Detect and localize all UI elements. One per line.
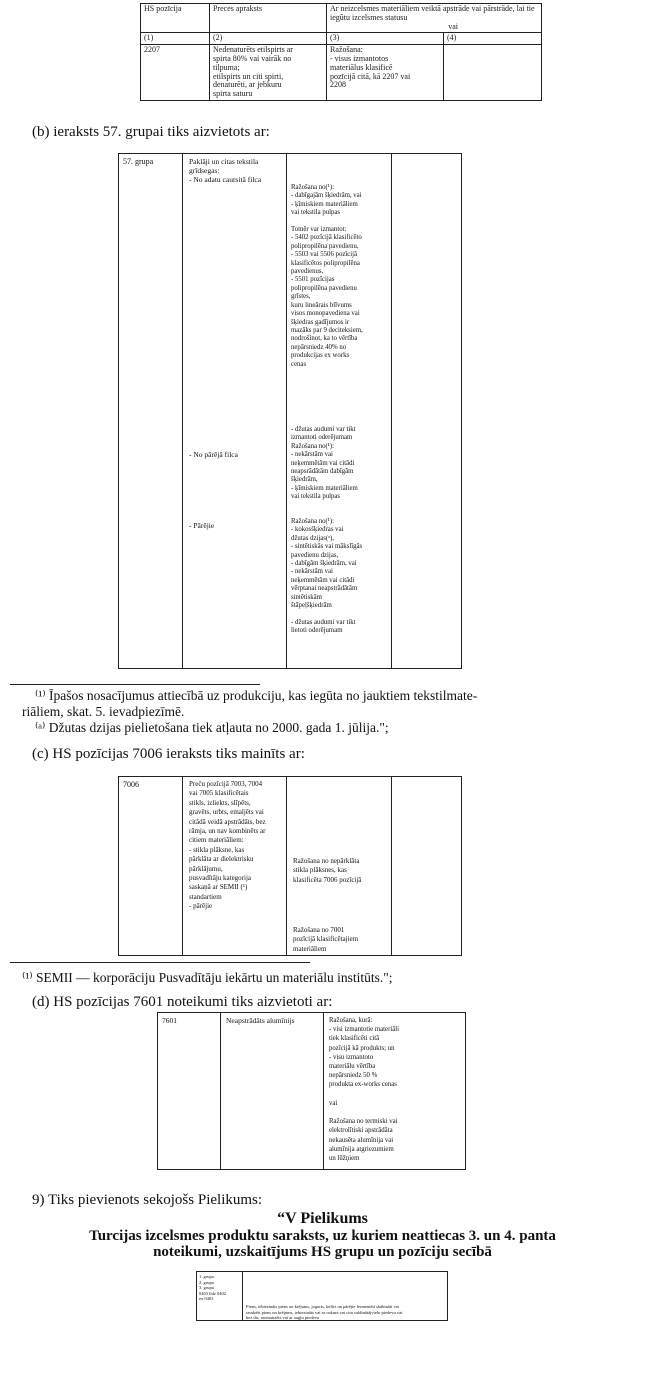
rule-line: džutas dzijas(ᵃ), bbox=[291, 534, 335, 542]
desc-line: tilpuma; bbox=[213, 62, 240, 72]
rule-line: Ražošana no nepārklāta bbox=[293, 857, 360, 865]
rule-line bbox=[291, 218, 363, 226]
desc: Neapstrādāts alumīnijs bbox=[226, 1016, 295, 1025]
desc-line: pusvadītāju kategorija bbox=[189, 874, 252, 883]
rule-line: - kokosšķiedras vai bbox=[291, 526, 344, 534]
rule-line: produkcijas ex works bbox=[291, 352, 350, 360]
desc-line: citādā veidā apstrādāts, bez bbox=[189, 817, 266, 826]
rules-block-1 bbox=[291, 184, 363, 369]
rule-line: Ražošana no termiski vai bbox=[329, 1118, 398, 1126]
code-line: 3. grupa bbox=[199, 1285, 214, 1290]
rule-line: Ražošana no(¹): bbox=[291, 184, 334, 191]
desc bbox=[189, 780, 266, 912]
rule-line: Ražošana no 7001 bbox=[293, 926, 345, 934]
rule-line: - dabīgajām šķiedrām, vai bbox=[291, 192, 362, 200]
rule-line: mazāks par 9 deciteksiem, bbox=[291, 326, 363, 334]
col-divider bbox=[182, 777, 183, 955]
footnote-rule bbox=[10, 962, 310, 963]
rule-line: cenas bbox=[291, 360, 307, 368]
rule-line bbox=[329, 1090, 399, 1099]
origin-rules-table-7006 bbox=[118, 776, 462, 956]
footnote-1b: riāliem, skat. 5. ievadpiezīmē. bbox=[22, 704, 185, 719]
code-line: 2. grupa bbox=[199, 1279, 214, 1285]
rule-line: materiālus klasificē bbox=[330, 62, 393, 72]
desc-line: Preču pozīcijā 7003, 7004 bbox=[189, 780, 263, 788]
rule-line: kuru lineārais blīvums bbox=[291, 301, 352, 309]
rule-line: lietoti oderējumam bbox=[291, 627, 343, 635]
desc-line: Nedenaturēts etilspirts ar bbox=[213, 45, 293, 55]
rule-line: elektrolītiski apstrādāta bbox=[329, 1127, 393, 1135]
annex-title: “V Pielikums bbox=[277, 1210, 368, 1227]
desc-line: pārklājumu, bbox=[189, 864, 223, 873]
rule-line: nodrošinot, ka to vērtība bbox=[291, 335, 358, 343]
code-line: ex 0403 bbox=[199, 1296, 214, 1301]
rule-line: nepārsniedz 40% no bbox=[291, 343, 347, 351]
row-alt-rule bbox=[444, 45, 542, 101]
desc-line: rāmja, un nav kombinēts ar bbox=[189, 827, 266, 836]
rule-line: neapsrādātām dabīgām bbox=[291, 468, 354, 476]
rule-line: - visi izmantotie materiāli bbox=[329, 1026, 400, 1034]
rule-line: tiek klasificēti citā bbox=[329, 1035, 380, 1043]
annex-text bbox=[246, 1304, 402, 1321]
desc-line: denaturēti, ar jebkuru bbox=[213, 80, 282, 90]
desc-line: standartiem bbox=[189, 892, 222, 901]
desc-line: citiem materiāliem: bbox=[189, 836, 244, 845]
desc-others: - Pārējie bbox=[189, 521, 215, 530]
rule-line: vai tekstila pulpas bbox=[291, 209, 341, 217]
text-line: Piens, iebiezināts piens un krējums, jogurts, kefīrs un pārējie fermentēti skābināti vai bbox=[246, 1304, 399, 1309]
rule-line: vai tekstila pulpas bbox=[291, 493, 341, 501]
rule-line: pozīcijā citā, kā 2207 vai bbox=[330, 71, 411, 81]
rule-line: pavedienus, bbox=[291, 268, 324, 276]
col-divider bbox=[391, 777, 392, 955]
rule-line: Tomēr var izmantot: bbox=[291, 226, 347, 234]
col-divider bbox=[323, 1013, 324, 1169]
desc-line: etilspirts un citi spirti, bbox=[213, 71, 284, 81]
rule-line: - nekārstām vai bbox=[291, 451, 333, 459]
rule-line: pozīcijā kā produkts; un bbox=[329, 1044, 395, 1052]
rule-line: vērptanai neapstrādātām bbox=[291, 585, 358, 593]
rule-line: - džutas audumi var tikt bbox=[291, 618, 356, 626]
header-description: Preces apraksts bbox=[210, 4, 327, 33]
rule-line: pozīcijā klasificētajiem bbox=[293, 935, 359, 944]
desc-main bbox=[189, 157, 261, 184]
rule-line: polipropilēna pavedienu bbox=[291, 284, 357, 292]
rule-line: materiāliem bbox=[293, 944, 327, 953]
index-cell: (1) bbox=[141, 33, 210, 45]
row-description bbox=[210, 45, 327, 101]
rule-1 bbox=[293, 857, 361, 885]
paragraph-c: (c) HS pozīcijas 7006 ieraksts tiks mainīts ar: bbox=[32, 746, 305, 762]
annex-codes bbox=[199, 1274, 226, 1302]
footnote-2: ⁽ᵃ⁾ Džutas dzijas pielietošana tiek atļauta no 2000. gada 1. jūlija."; bbox=[35, 720, 389, 735]
rule-line: produkta ex-works cenas bbox=[329, 1081, 397, 1089]
header-processing-text: Ar neizcelsmes materiāliem veiktā apstrāde vai pārstrāde, lai tie iegūtu izcelsmes statusu bbox=[330, 4, 535, 22]
origin-rules-table-7601 bbox=[157, 1012, 466, 1170]
rule-line: - visus izmantotos bbox=[330, 53, 389, 63]
rule-line: Ražošana no(¹): bbox=[291, 442, 334, 450]
header-hs-position: HS pozīcija bbox=[141, 4, 210, 33]
row-code: 57. grupa bbox=[123, 157, 154, 166]
header-or: vai bbox=[448, 21, 458, 31]
rule-line: - ķīmiskiem materiāliem bbox=[291, 484, 358, 492]
rule-line: klasificētos polipropilēna bbox=[291, 259, 360, 267]
rule-line: neķemmētām vai citādi bbox=[291, 576, 355, 584]
rule-line: - visu izmantoto bbox=[329, 1053, 374, 1061]
rule-line: - 5402 pozīcijā klasificēto bbox=[291, 234, 362, 242]
rule-line: vai bbox=[329, 1099, 338, 1107]
rules-block-2 bbox=[291, 426, 358, 502]
index-cell: (2) bbox=[210, 33, 327, 45]
code-line: 0403 līdz 0402 bbox=[199, 1290, 226, 1296]
rule bbox=[329, 1016, 399, 1163]
rule-line: grīstes, bbox=[291, 293, 311, 301]
text-line: raudzēti piens un krējums, iebiezināts vai ar cukura vai citu saldinātājvielu piedevu vai bbox=[246, 1309, 403, 1315]
footnote-rule bbox=[10, 684, 260, 685]
rule-line: klasificēta 7006 pozīcijā bbox=[293, 875, 362, 884]
desc-line: - stikla plāksne, kas bbox=[189, 845, 245, 854]
rule-line: Ražošana: bbox=[330, 45, 363, 55]
desc-line: grīdsegas: bbox=[189, 166, 220, 175]
desc-line: pārklāta ar dielektrisku bbox=[189, 855, 254, 864]
rule-line: polipropilēna pavedienu, bbox=[291, 242, 359, 250]
rule-line: Ražošana no(¹): bbox=[291, 518, 334, 525]
col-divider bbox=[286, 777, 287, 955]
code-line: 1. grupa bbox=[199, 1274, 214, 1279]
desc-line: Paklāji un citas tekstila bbox=[189, 157, 259, 166]
rule-line: pavedienu dzijas, bbox=[291, 551, 339, 559]
origin-rules-table-57 bbox=[118, 153, 462, 669]
rule-line: un lūžņiem bbox=[329, 1155, 360, 1163]
desc-line: spirta 80% vai vairāk no bbox=[213, 53, 292, 63]
rule-line: - dabīgām šķiedrām, vai bbox=[291, 560, 357, 568]
rule-line: visos monopavediena vai bbox=[291, 310, 360, 318]
rule-line: - nekārstām vai bbox=[291, 568, 333, 576]
row-code: 7006 bbox=[123, 780, 139, 789]
rule-line: Ražošana, kurā: bbox=[329, 1017, 373, 1024]
desc-line: - pārējie bbox=[189, 902, 213, 911]
desc-other-felt: - No pārējā filca bbox=[189, 450, 238, 459]
footnote-1: ⁽¹⁾ Īpašos nosacījumus attiecībā uz produkciju, kas iegūta no jauktiem tekstilmate- bbox=[35, 688, 478, 703]
footnote-3: ⁽¹⁾ SEMII — korporāciju Pusvadītāju iekārtu un materiālu institūts."; bbox=[22, 970, 393, 985]
rule-line: sintētiskām bbox=[291, 593, 322, 601]
row-code: 2207 bbox=[141, 45, 210, 101]
rule-line: - sintētiskās vai mākslīgās bbox=[291, 543, 363, 551]
rule-2 bbox=[293, 926, 358, 954]
rule-line: alumīnija atgriezumiem bbox=[329, 1145, 394, 1153]
paragraph-9: 9) Tiks pievienots sekojošs Pielikums: bbox=[32, 1192, 263, 1208]
rule-line: - džutas audumi var tikt bbox=[291, 426, 356, 433]
text-line: bez tās, aromatizēts vai ar augļu piedevu bbox=[246, 1315, 320, 1320]
rule-line: štāpeļšķiedrām bbox=[291, 602, 332, 610]
header-processing bbox=[327, 4, 542, 33]
index-cell: (3) bbox=[327, 33, 444, 45]
rule-line: - 5501 pozīcijas bbox=[291, 276, 335, 284]
desc-line: stikls, izliekts, slīpēts, bbox=[189, 798, 251, 807]
annex-table bbox=[196, 1271, 448, 1321]
desc-line: saskaņā ar SEMII (¹) bbox=[189, 883, 248, 892]
rule-line: - 5503 vai 5506 pozīcijā bbox=[291, 251, 358, 259]
desc-line: gravēts, urbts, emaljēts vai bbox=[189, 808, 264, 817]
col-divider bbox=[220, 1013, 221, 1169]
annex-subtitle-2: noteikumi, uzskaitījums HS grupu un pozīciju secībā bbox=[153, 1244, 492, 1260]
row-rule bbox=[327, 45, 444, 101]
col-divider bbox=[391, 154, 392, 668]
rule-line: neķemmētām vai citādi bbox=[291, 459, 355, 467]
col-divider bbox=[242, 1272, 243, 1320]
desc-line: - No adatu caursitā filca bbox=[189, 175, 262, 184]
rule-line: šķiedrām, bbox=[291, 476, 318, 484]
desc-line: spirta saturu bbox=[213, 89, 253, 99]
rule-line: nekausēta alumīnija vai bbox=[329, 1136, 394, 1144]
rule-line: izmantoti oderējumam bbox=[291, 434, 353, 442]
desc-line: vai 7005 klasificētais bbox=[189, 789, 249, 798]
rule-line: - ķīmiskiem materiāliem bbox=[291, 200, 358, 208]
col-divider bbox=[286, 154, 287, 668]
origin-rules-table-2207 bbox=[140, 3, 542, 101]
index-cell: (4) bbox=[444, 33, 542, 45]
annex-subtitle-1: Turcijas izcelsmes produktu saraksts, uz kuriem neattiecas 3. un 4. panta bbox=[89, 1228, 556, 1244]
rule-line bbox=[291, 610, 362, 618]
rule-line: stikla plāksnes, kas bbox=[293, 866, 347, 875]
rule-line: nepārsniedz 50 % bbox=[329, 1072, 378, 1080]
rules-block-3 bbox=[291, 518, 362, 636]
col-divider bbox=[182, 154, 183, 668]
paragraph-d: (d) HS pozīcijas 7601 noteikumi tiks aizvietoti ar: bbox=[32, 994, 333, 1010]
row-code: 7601 bbox=[162, 1016, 177, 1025]
rule-line: šķiedras gadījumos ir bbox=[291, 318, 350, 326]
paragraph-b: (b) ieraksts 57. grupai tiks aizvietots ar: bbox=[32, 124, 270, 140]
rule-line: 2208 bbox=[330, 80, 346, 90]
rule-line: materiālu vērtība bbox=[329, 1063, 376, 1071]
rule-line bbox=[329, 1108, 399, 1117]
